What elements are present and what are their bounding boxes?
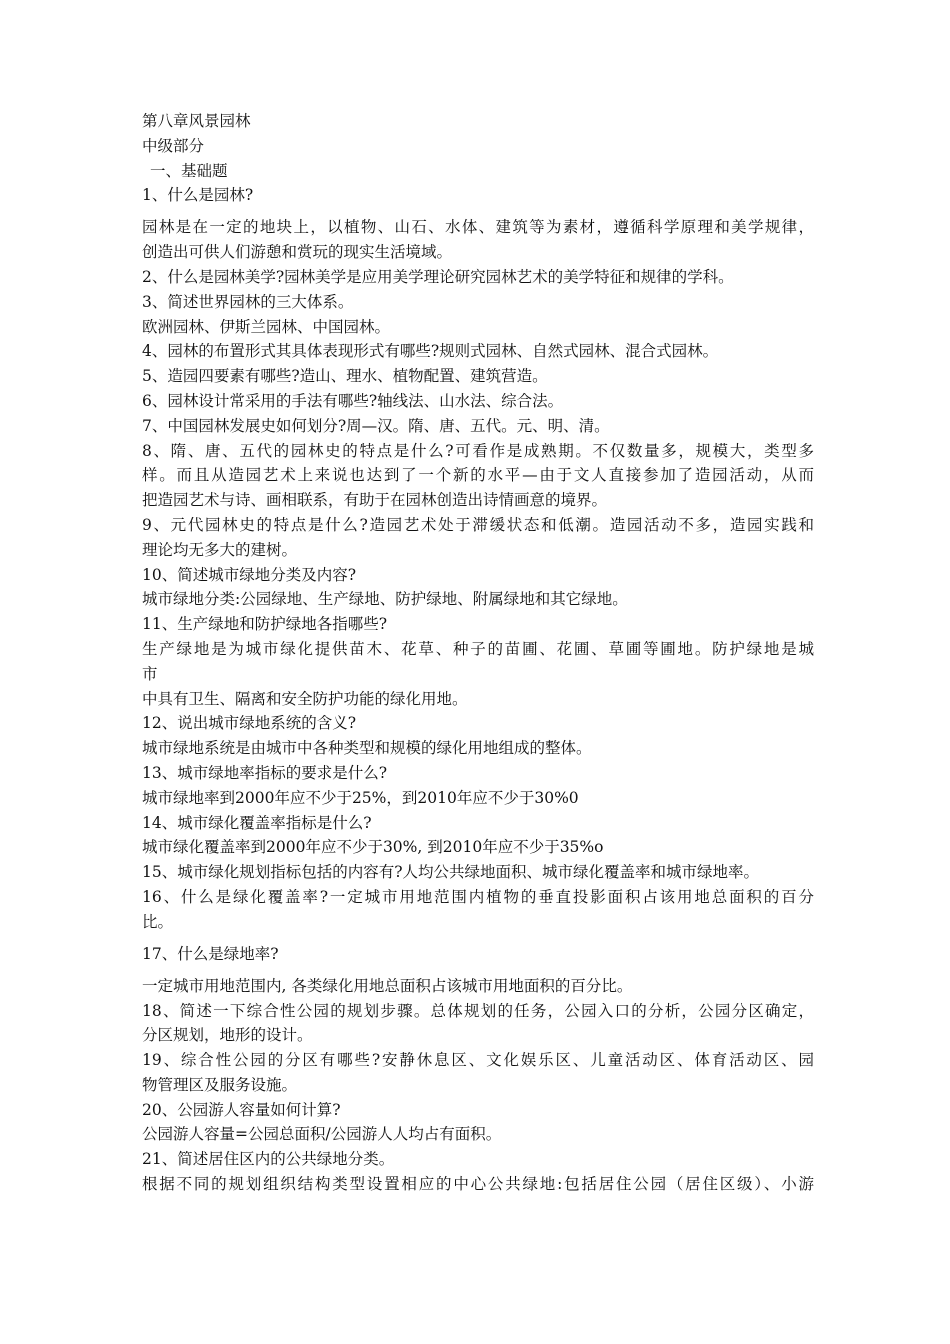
question-line: 19、综合性公园的分区有哪些?安静休息区、文化娱乐区、儿童活动区、体育活动区、园 (142, 1051, 814, 1070)
question-line: 12、说出城市绿地系统的含义? (142, 714, 357, 733)
question-line: 15、城市绿化规划指标包括的内容有?人均公共绿地面积、城市绿化覆盖率和城市绿地率。 (142, 863, 760, 882)
question-line: 14、城市绿化覆盖率指标是什么? (142, 813, 372, 832)
answer-line: 中具有卫生、隔离和安全防护功能的绿化用地。 (142, 689, 468, 708)
answer-line: 比。 (142, 912, 174, 931)
question-line: 10、简述城市绿地分类及内容? (142, 565, 357, 584)
question-line: 1、什么是园林? (142, 186, 254, 205)
answer-line: 理论均无多大的建树。 (142, 540, 298, 559)
answer-line: 公园游人容量=公园总面积/公园游人人均占有面积。 (142, 1125, 502, 1144)
question-line: 17、什么是绿地率? (142, 944, 279, 963)
chapter-title: 第八章风景园林 (142, 112, 251, 130)
answer-line: 园林是在一定的地块上，以植物、山石、水体、建筑等为素材，遵循科学原理和美学规律， (142, 218, 814, 237)
answer-line: 一定城市用地范围内, 各类绿化用地总面积占该城市用地面积的百分比。 (142, 976, 633, 995)
question-line: 3、简述世界园林的三大体系。 (142, 292, 354, 311)
section-heading: 一、基础题 (150, 161, 228, 180)
answer-line: 城市绿化覆盖率到2000年应不少于30%, 到2010年应不少于35%o (142, 838, 604, 857)
answer-line: 分区规划，地形的设计。 (142, 1026, 313, 1045)
answer-line: 生产绿地是为城市绿化提供苗木、花草、种子的苗圃、花圃、草圃等圃地。防护绿地是城 (142, 639, 814, 658)
document-page (142, 110, 814, 1198)
answer-line: 城市绿地系统是由城市中各种类型和规模的绿化用地组成的整体。 (142, 739, 592, 758)
answer-line: 市 (142, 664, 158, 683)
question-line: 2、什么是园林美学?园林美学是应用美学理论研究园林艺术的美学特征和规律的学科。 (142, 267, 734, 286)
question-line: 16、什么是绿化覆盖率?一定城市用地范围内植物的垂直投影面积占该用地总面积的百分 (142, 887, 814, 906)
question-line: 7、中国园林发展史如何划分?周—汉。隋、唐、五代。元、明、清。 (142, 416, 610, 435)
answer-line: 样。而且从造园艺术上来说也达到了一个新的水平—由于文人直接参加了造园活动，从而 (142, 466, 814, 485)
level-heading: 中级部分 (142, 136, 205, 155)
question-line: 5、造园四要素有哪些?造山、理水、植物配置、建筑营造。 (142, 367, 548, 386)
question-line: 8、隋、唐、五代的园林史的特点是什么?可看作是成熟期。不仅数量多，规模大，类型多 (142, 441, 814, 460)
answer-line: 欧洲园林、伊斯兰园林、中国园林。 (142, 317, 391, 336)
question-line: 20、公园游人容量如何计算? (142, 1100, 341, 1119)
answer-line: 创造出可供人们游憩和赏玩的现实生活境域。 (142, 243, 453, 262)
question-line: 11、生产绿地和防护绿地各指哪些? (142, 615, 388, 634)
answer-line: 城市绿地率到2000年应不少于25%，到2010年应不少于30%0 (142, 788, 579, 807)
answer-line: 城市绿地分类:公园绿地、生产绿地、防护绿地、附属绿地和其它绿地。 (142, 590, 628, 609)
answer-line: 物管理区及服务设施。 (142, 1075, 298, 1094)
question-line: 13、城市绿地率指标的要求是什么? (142, 763, 388, 782)
answer-line: 根据不同的规划组织结构类型设置相应的中心公共绿地:包括居住公园（居住区级）、小游 (142, 1175, 814, 1194)
question-line: 21、简述居住区内的公共绿地分类。 (142, 1150, 395, 1169)
answer-line: 把造园艺术与诗、画相联系，有助于在园林创造出诗情画意的境界。 (142, 491, 608, 510)
question-line: 18、简述一下综合性公园的规划步骤。总体规划的任务，公园入口的分析，公园分区确定， (142, 1001, 814, 1020)
question-line: 6、园林设计常采用的手法有哪些?轴线法、山水法、综合法。 (142, 391, 564, 410)
question-line: 4、园林的布置形式其具体表现形式有哪些?规则式园林、自然式园林、混合式园林。 (142, 342, 719, 361)
question-line: 9、元代园林史的特点是什么?造园艺术处于滞缓状态和低潮。造园活动不多，造园实践和 (142, 515, 814, 534)
